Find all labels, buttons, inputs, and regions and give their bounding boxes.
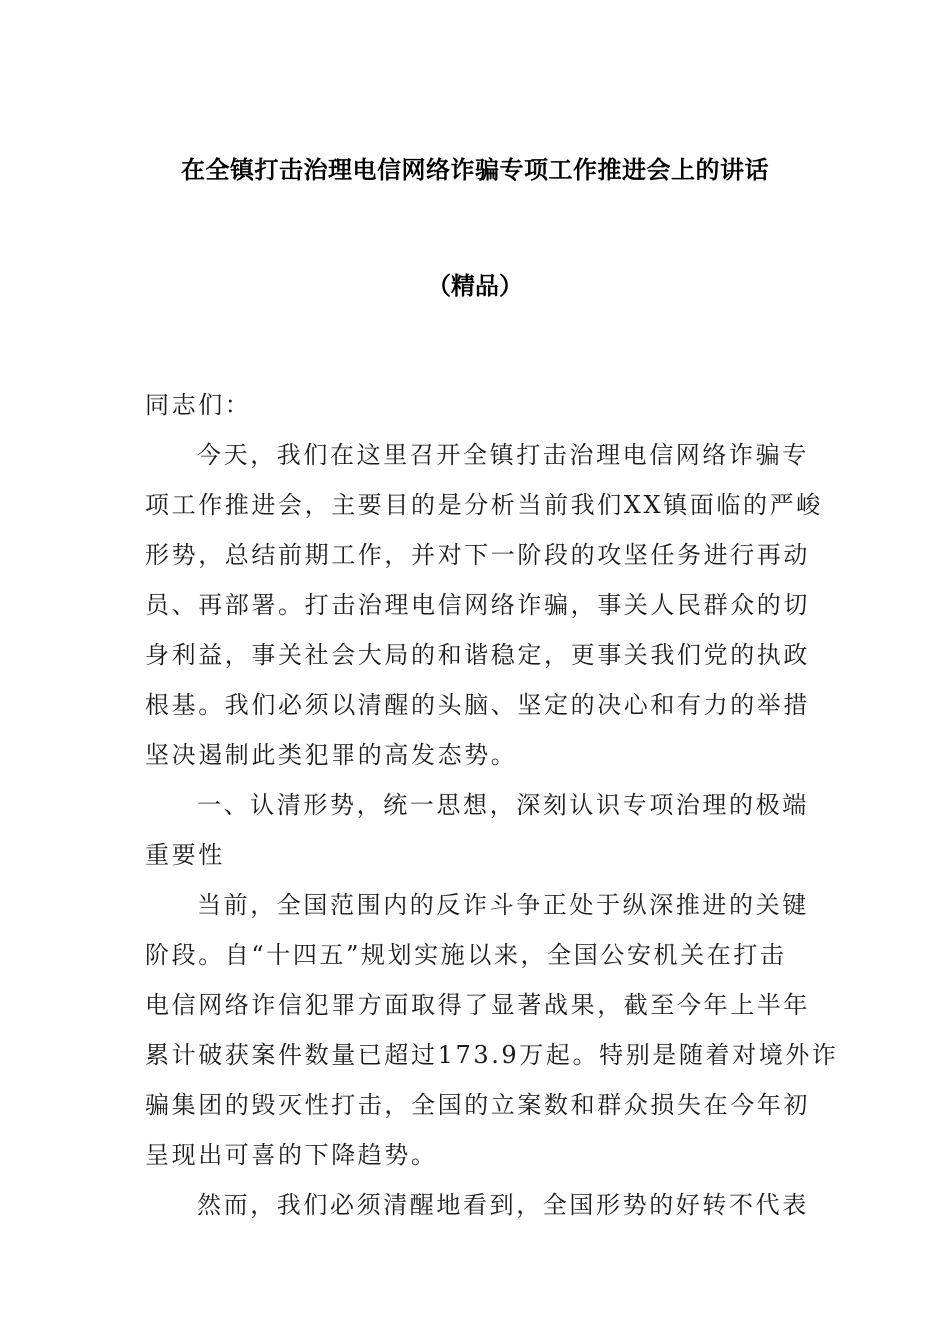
paragraph-line: 当前，全国范围内的反诈斗争正处于纵深推进的关键 [197,891,809,919]
paragraph-line: 坚决遏制此类犯罪的高发态势。 [145,741,518,769]
paragraph-line: 身利益，事关社会大局的和谐稳定，更事关我们党的执政 [145,641,810,669]
paragraph-line: 今天，我们在这里召开全镇打击治理电信网络诈骗专 [197,441,809,469]
document-title: 在全镇打击治理电信网络诈骗专项工作推进会上的讲话 [181,156,769,184]
paragraph-line: 阶段。自“十四五”规划实施以来，全国公安机关在打击 [145,941,787,969]
salutation-line: 同志们： [145,391,252,419]
document-subtitle: （精品） [427,272,523,300]
section-heading-line: 重要性 [145,841,225,869]
paragraph-line: 呈现出可喜的下降趋势。 [145,1141,438,1169]
section-heading-line: 一、认清形势，统一思想，深刻认识专项治理的极端 [197,791,809,819]
paragraph-line: 形势，总结前期工作，并对下一阶段的攻坚任务进行再动 [145,541,810,569]
paragraph-line: 然而，我们必须清醒地看到，全国形势的好转不代表 [197,1191,809,1219]
paragraph-line: 骗集团的毁灭性打击，全国的立案数和群众损失在今年初 [145,1091,810,1119]
paragraph-line: 项工作推进会，主要目的是分析当前我们XX镇面临的严峻 [145,491,823,519]
paragraph-line: 根基。我们必须以清醒的头脑、坚定的决心和有力的举措 [145,691,810,719]
paragraph-line: 员、再部署。打击治理电信网络诈骗，事关人民群众的切 [145,591,810,619]
paragraph-line: 累计破获案件数量已超过173.9万起。特别是随着对境外诈 [145,1041,839,1069]
paragraph-line: 电信网络诈信犯罪方面取得了显著战果，截至今年上半年 [145,991,810,1019]
document-body [145,385,839,1235]
